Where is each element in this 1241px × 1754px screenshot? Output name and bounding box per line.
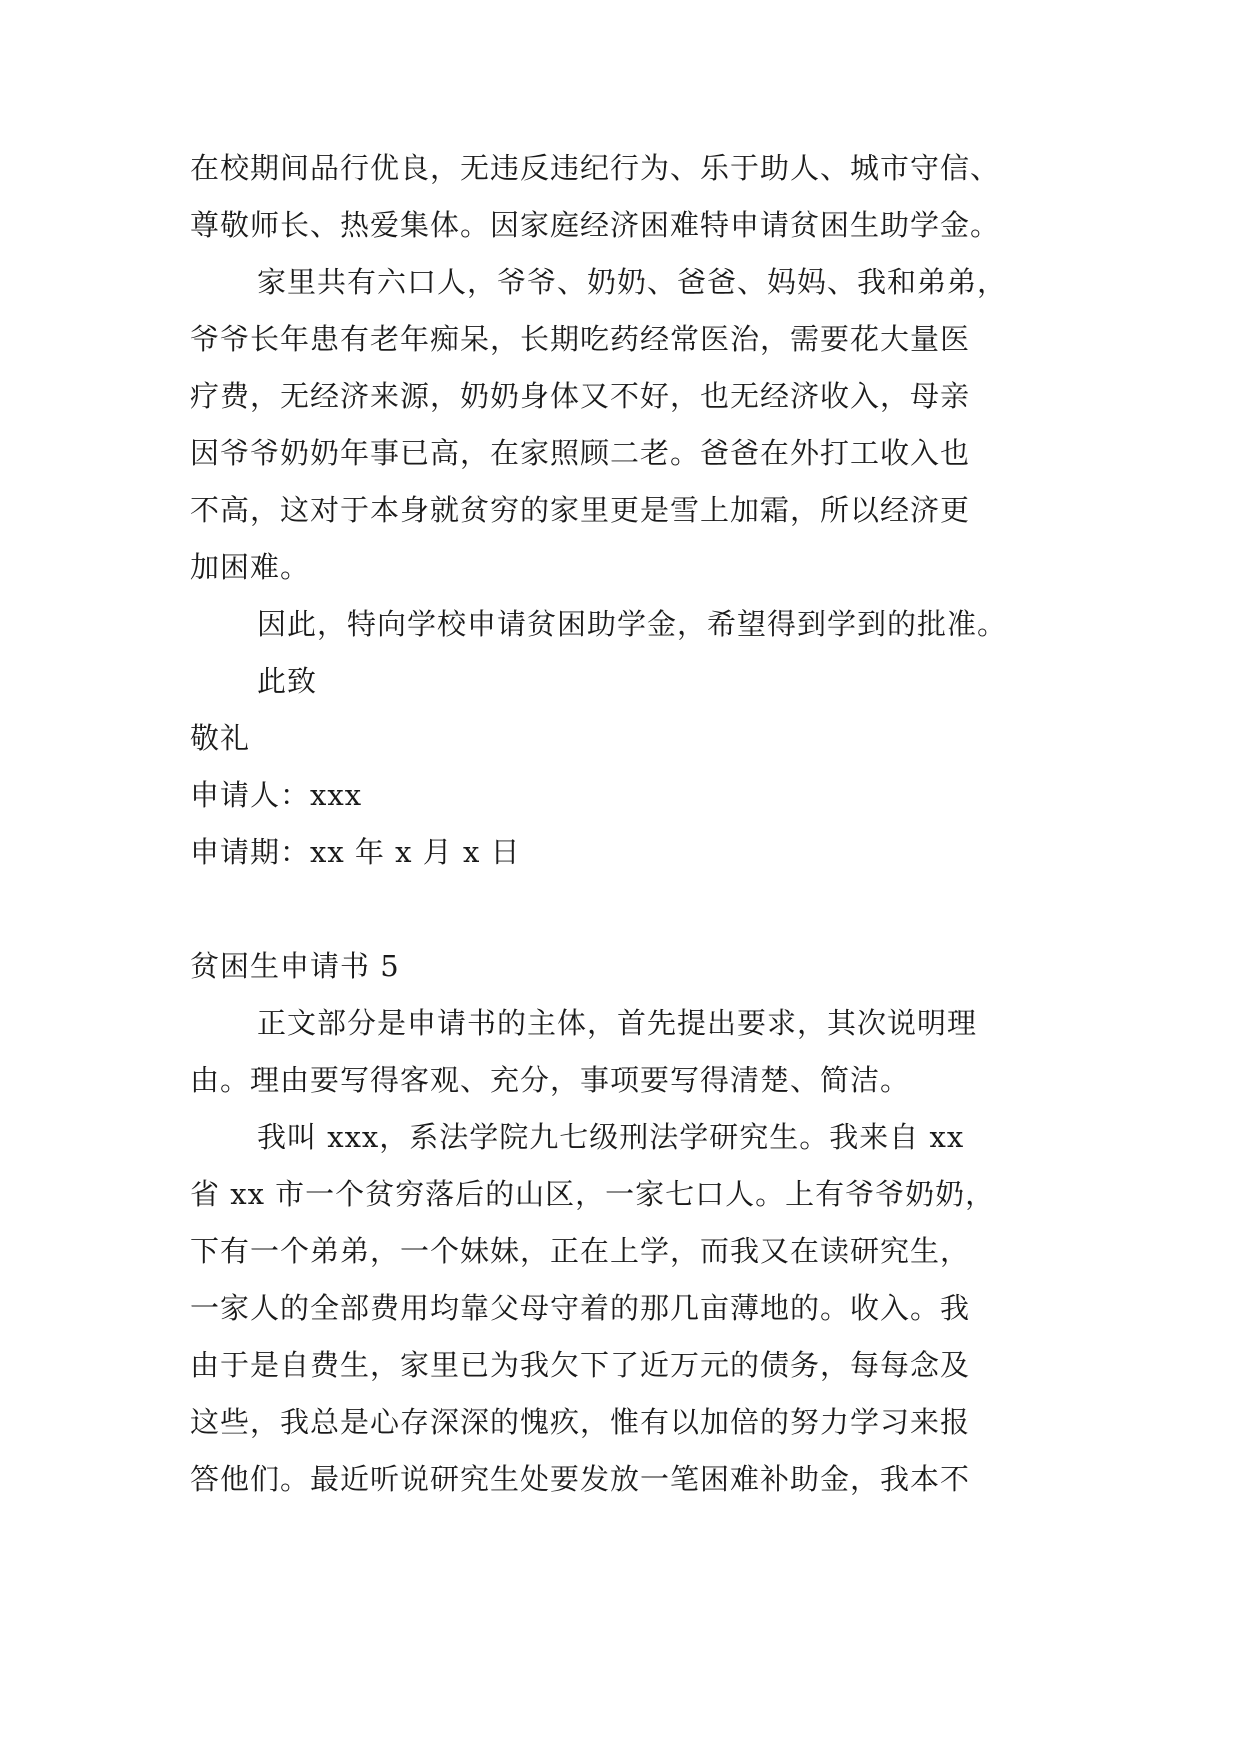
paragraph-line: 答他们。最近听说研究生处要发放一笔困难补助金，我本不 — [190, 1462, 971, 1496]
paragraph-line: 不高，这对于本身就贫穷的家里更是雪上加霜，所以经济更 — [190, 493, 971, 527]
paragraph-line: 我叫 xxx，系法学院九七级刑法学研究生。我来自 xx — [257, 1120, 965, 1154]
paragraph-line: 因爷爷奶奶年事已高，在家照顾二老。爸爸在外打工收入也 — [190, 436, 971, 470]
paragraph-line: 加困难。 — [190, 550, 311, 584]
paragraph-line: 下有一个弟弟，一个妹妹，正在上学，而我又在读研究生， — [190, 1234, 971, 1268]
applicant-line: 申请人：xxx — [190, 778, 363, 812]
paragraph-line: 正文部分是申请书的主体，首先提出要求，其次说明理 — [257, 1006, 978, 1040]
paragraph-line: 一家人的全部费用均靠父母守着的那几亩薄地的。收入。我 — [190, 1291, 971, 1325]
date-line: 申请期：xx 年 x 月 x 日 — [190, 835, 521, 869]
closing-line: 此致 — [257, 664, 318, 698]
paragraph-line: 尊敬师长、热爱集体。因家庭经济困难特申请贫困生助学金。 — [190, 208, 1001, 242]
paragraph-line: 爷爷长年患有老年痴呆，长期吃药经常医治，需要花大量医 — [190, 322, 971, 356]
paragraph-line: 在校期间品行优良，无违反违纪行为、乐于助人、城市守信、 — [190, 151, 1001, 185]
paragraph-line: 省 xx 市一个贫穷落后的山区，一家七口人。上有爷爷奶奶， — [190, 1177, 996, 1211]
paragraph-line: 由。理由要写得客观、充分，事项要写得清楚、简洁。 — [190, 1063, 911, 1097]
paragraph-line: 疗费，无经济来源，奶奶身体又不好，也无经济收入，母亲 — [190, 379, 971, 413]
section-heading: 贫困生申请书 5 — [190, 949, 400, 983]
paragraph-line: 由于是自费生，家里已为我欠下了近万元的债务，每每念及 — [190, 1348, 971, 1382]
paragraph-line: 因此，特向学校申请贫困助学金，希望得到学到的批准。 — [257, 607, 1008, 641]
salutation-line: 敬礼 — [190, 721, 251, 755]
paragraph-line: 这些，我总是心存深深的愧疚，惟有以加倍的努力学习来报 — [190, 1405, 971, 1439]
paragraph-line: 家里共有六口人，爷爷、奶奶、爸爸、妈妈、我和弟弟， — [257, 265, 1008, 299]
